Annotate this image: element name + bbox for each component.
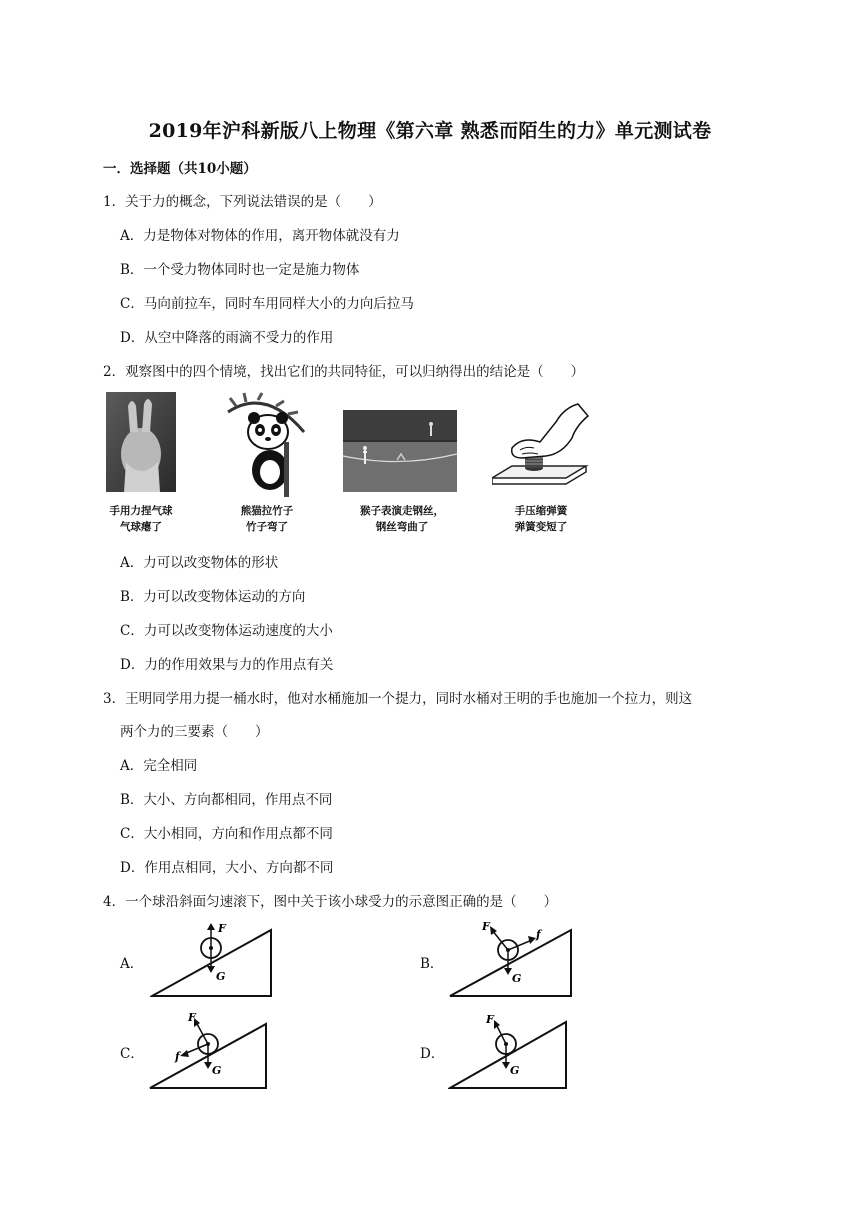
section-heading: 一．选择题（共10小题） [103,161,257,177]
question-3-option-c: C．大小相同，方向和作用点都不同 [120,826,333,842]
caption-monkey-line2: 钢丝弯曲了 [375,521,429,533]
force-diagram-a [150,922,275,998]
question-2-option-c: C．力可以改变物体运动速度的大小 [120,623,333,639]
caption-balloon [96,503,186,535]
question-2-option-d: D．力的作用效果与力的作用点有关 [120,657,334,673]
caption-monkey [350,503,454,535]
caption-balloon-line1: 手用力捏气球 [109,505,173,517]
question-3-option-b: B．大小、方向都相同，作用点不同 [120,792,333,808]
force-label-g-b: G [512,972,522,985]
question-2-stem: 2．观察图中的四个情境，找出它们的共同特征，可以归纳得出的结论是（ ） [103,364,585,380]
question-1-option-a: A．力是物体对物体的作用，离开物体就没有力 [120,228,400,244]
caption-panda-line1: 熊猫拉竹子 [240,505,294,517]
force-label-f-c: F [188,1011,196,1024]
balloon-photo [106,392,176,492]
question-3-stem-line1: 3．王明同学用力提一桶水时，他对水桶施加一个提力，同时水桶对王明的手也施加一个拉力，则这 [103,691,693,707]
question-4-option-b-label: B． [420,956,444,972]
caption-spring [492,503,590,535]
question-3-option-a: A．完全相同 [120,758,198,774]
force-label-f-b: F [482,920,490,933]
force-diagram-c [148,1008,270,1092]
question-4-stem: 4．一个球沿斜面匀速滚下，图中关于该小球受力的示意图正确的是（ ） [103,894,558,910]
force-label-g-a: G [216,970,226,983]
caption-monkey-line1: 猴子表演走钢丝， [360,505,444,517]
force-label-g-d: G [510,1064,520,1077]
question-1-option-c: C．马向前拉车，同时车用同样大小的力向后拉马 [120,296,414,312]
question-1-stem: 1．关于力的概念，下列说法错误的是（ ） [103,194,382,210]
caption-panda [224,503,310,535]
question-4-option-c-label: C． [120,1046,144,1062]
panda-drawing [226,392,306,497]
question-4-option-d-label: D． [420,1046,445,1062]
question-1-option-b: B．一个受力物体同时也一定是施力物体 [120,262,360,278]
caption-spring-line2: 弹簧变短了 [514,521,568,533]
question-4-option-a-label: A． [120,956,144,972]
monkey-tightrope-photo [343,410,457,492]
force-label-friction-c: f [175,1050,180,1063]
caption-balloon-line2: 气球瘪了 [120,521,162,533]
caption-spring-line1: 手压缩弹簧 [514,505,568,517]
question-3-stem-line2: 两个力的三要素（ ） [120,724,269,740]
question-3-option-d: D．作用点相同，大小、方向都不同 [120,860,334,876]
spring-hand-drawing [492,398,590,494]
force-label-friction-b: f [536,928,541,941]
page-title: 2019年沪科新版八上物理《第六章 熟悉而陌生的力》单元测试卷 [148,120,712,142]
caption-panda-line2: 竹子弯了 [246,521,288,533]
question-1-option-d: D．从空中降落的雨滴不受力的作用 [120,330,334,346]
force-label-g-c: G [212,1064,222,1077]
force-label-f-a: F [218,922,226,935]
force-diagram-b [448,920,575,1000]
force-label-f-d: F [486,1013,494,1026]
question-2-option-b: B．力可以改变物体运动的方向 [120,589,306,605]
force-diagram-d [448,1010,570,1092]
question-2-option-a: A．力可以改变物体的形状 [120,555,279,571]
